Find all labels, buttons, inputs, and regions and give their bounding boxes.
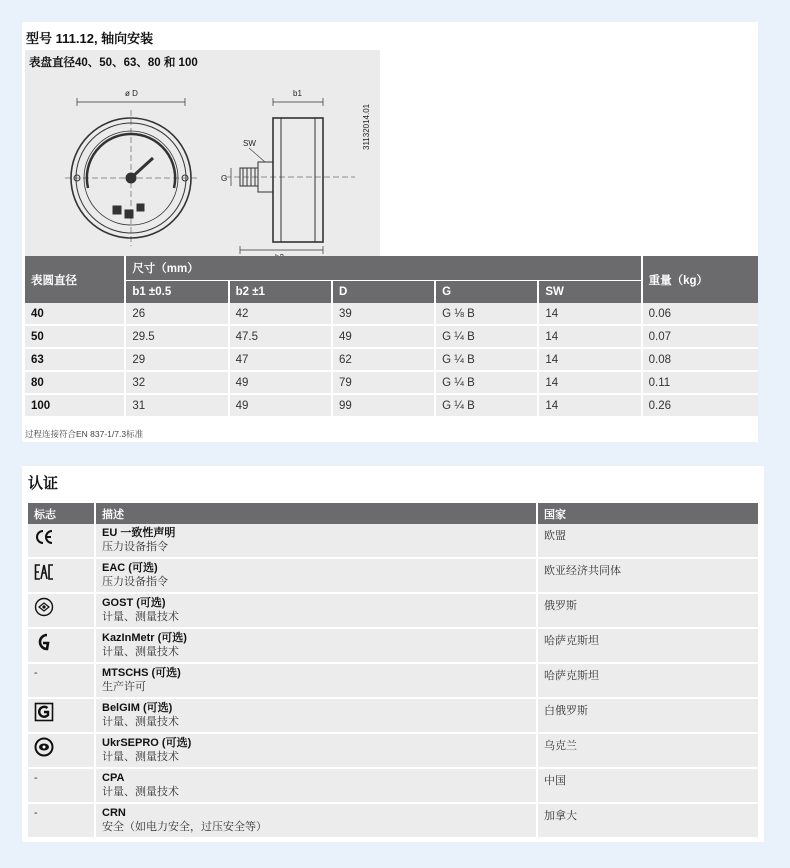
model-title: 型号 111.12, 轴向安装: [26, 31, 154, 46]
cert-country: 哈萨克斯坦: [536, 629, 758, 664]
label-sw: SW: [243, 139, 256, 148]
header-b1: b1 ±0.5: [124, 280, 227, 303]
footnote: 过程连接符合EN 837-1/7.3标准: [25, 429, 144, 439]
cell-sw: 14: [537, 395, 640, 418]
cell-sw: 14: [537, 349, 640, 372]
cert-logo-cell: [28, 734, 94, 769]
table-row: [28, 629, 758, 664]
cert-logo-dash: -: [28, 804, 94, 839]
gauge-drawing: [25, 50, 380, 266]
table-row: [25, 326, 758, 349]
cert-desc: 计量、测量技术: [102, 611, 179, 623]
cell-weight: 0.07: [641, 326, 758, 349]
certifications-table: [28, 503, 758, 839]
cert-logo-cell: [28, 594, 94, 629]
header-weight: 重量（kg）: [641, 256, 758, 303]
cert-desc-cell: [94, 594, 536, 629]
cell-d: 62: [331, 349, 434, 372]
cell-b1: 31: [124, 395, 227, 418]
cell-size: 80: [25, 372, 124, 395]
cert-logo-dash: -: [28, 769, 94, 804]
header-desc: 描述: [94, 503, 536, 524]
cell-size: 100: [25, 395, 124, 418]
cert-name: EAC (可选): [102, 562, 158, 574]
header-size: 表圆直径: [25, 256, 124, 303]
cert-desc-cell: [94, 769, 536, 804]
cell-b1: 29: [124, 349, 227, 372]
cert-desc-cell: [94, 699, 536, 734]
cert-name: GOST (可选): [102, 597, 166, 609]
diagram-subtitle: 表盘直径40、50、63、80 和 100: [29, 57, 198, 69]
cert-desc-cell: [94, 664, 536, 699]
cert-country: 乌克兰: [536, 734, 758, 769]
kazinmetr-mark-icon: [34, 632, 54, 652]
cert-desc-cell: [94, 559, 536, 594]
table-row: [28, 664, 758, 699]
cert-country: 哈萨克斯坦: [536, 664, 758, 699]
ce-mark-icon: [34, 527, 54, 547]
header-dims: 尺寸（mm）: [124, 256, 640, 280]
table-row: [25, 372, 758, 395]
cert-desc: 计量、测量技术: [102, 751, 179, 763]
cell-b1: 29.5: [124, 326, 227, 349]
cert-country: 欧盟: [536, 524, 758, 559]
cert-logo-cell: [28, 559, 94, 594]
cert-desc-cell: [94, 629, 536, 664]
cell-b2: 47.5: [228, 326, 331, 349]
cell-g: G ¼ B: [434, 372, 537, 395]
table-row: [28, 524, 758, 559]
table-row: [28, 734, 758, 769]
cell-sw: 14: [537, 303, 640, 326]
cell-d: 99: [331, 395, 434, 418]
table-row: [28, 594, 758, 629]
cert-name: CPA: [102, 772, 125, 784]
cell-b1: 26: [124, 303, 227, 326]
label-phi-d: ø D: [125, 89, 138, 98]
table-row: [28, 769, 758, 804]
cell-sw: 14: [537, 326, 640, 349]
cell-size: 50: [25, 326, 124, 349]
cell-g: G ¼ B: [434, 395, 537, 418]
cell-g: G ⅛ B: [434, 303, 537, 326]
label-b1: b1: [293, 89, 302, 98]
cell-weight: 0.08: [641, 349, 758, 372]
cert-logo-cell: [28, 629, 94, 664]
table-row: [28, 699, 758, 734]
certifications-panel: [22, 466, 764, 842]
cert-desc: 压力设备指令: [102, 576, 168, 588]
cert-desc: 生产许可: [102, 681, 146, 693]
table-row: [28, 559, 758, 594]
cell-d: 79: [331, 372, 434, 395]
label-g: G: [221, 174, 228, 183]
drawing-code: 31132014.01: [362, 103, 371, 150]
gost-mark-icon: [34, 597, 54, 617]
cert-country: 俄罗斯: [536, 594, 758, 629]
cell-b2: 47: [228, 349, 331, 372]
cert-desc-cell: [94, 804, 536, 839]
header-logo: 标志: [28, 503, 94, 524]
cert-name: UkrSEPRO (可选): [102, 737, 192, 749]
dimensions-panel: [22, 22, 758, 442]
cert-name: BelGIM (可选): [102, 702, 173, 714]
header-sw: SW: [537, 280, 640, 303]
dimensions-table: [25, 256, 758, 418]
cell-weight: 0.26: [641, 395, 758, 418]
cert-country: 白俄罗斯: [536, 699, 758, 734]
cell-b2: 42: [228, 303, 331, 326]
cert-logo-dash: -: [28, 664, 94, 699]
table-row: [28, 804, 758, 839]
table-row: [25, 349, 758, 372]
cell-d: 39: [331, 303, 434, 326]
cell-size: 63: [25, 349, 124, 372]
cert-logo-cell: [28, 699, 94, 734]
cert-desc: 计量、测量技术: [102, 716, 179, 728]
gauge-diagram: [25, 50, 380, 266]
cert-desc-cell: [94, 734, 536, 769]
cert-country: 加拿大: [536, 804, 758, 839]
cert-country: 中国: [536, 769, 758, 804]
table-row: [25, 303, 758, 326]
eac-mark-icon: [34, 562, 54, 582]
cell-weight: 0.11: [641, 372, 758, 395]
cell-g: G ¼ B: [434, 349, 537, 372]
cert-desc: 压力设备指令: [102, 541, 168, 553]
cell-g: G ¼ B: [434, 326, 537, 349]
cert-name: CRN: [102, 807, 126, 819]
header-country: 国家: [536, 503, 758, 524]
header-g: G: [434, 280, 537, 303]
cell-sw: 14: [537, 372, 640, 395]
header-b2: b2 ±1: [228, 280, 331, 303]
cert-desc: 计量、测量技术: [102, 646, 179, 658]
cell-b2: 49: [228, 395, 331, 418]
cert-desc: 安全（如电力安全，过压安全等）: [102, 821, 267, 833]
cell-d: 49: [331, 326, 434, 349]
cert-desc-cell: [94, 524, 536, 559]
cert-desc: 计量、测量技术: [102, 786, 179, 798]
cert-country: 欧亚经济共同体: [536, 559, 758, 594]
cert-name: KazInMetr (可选): [102, 632, 187, 644]
cell-size: 40: [25, 303, 124, 326]
cert-name: MTSCHS (可选): [102, 667, 181, 679]
cell-b1: 32: [124, 372, 227, 395]
ukrsepro-mark-icon: [34, 737, 54, 757]
table-row: [25, 395, 758, 418]
cell-b2: 49: [228, 372, 331, 395]
cert-name: EU 一致性声明: [102, 527, 176, 539]
cell-weight: 0.06: [641, 303, 758, 326]
cert-logo-cell: [28, 524, 94, 559]
header-d: D: [331, 280, 434, 303]
belgim-mark-icon: [34, 702, 54, 722]
cert-title: 认证: [28, 475, 59, 492]
